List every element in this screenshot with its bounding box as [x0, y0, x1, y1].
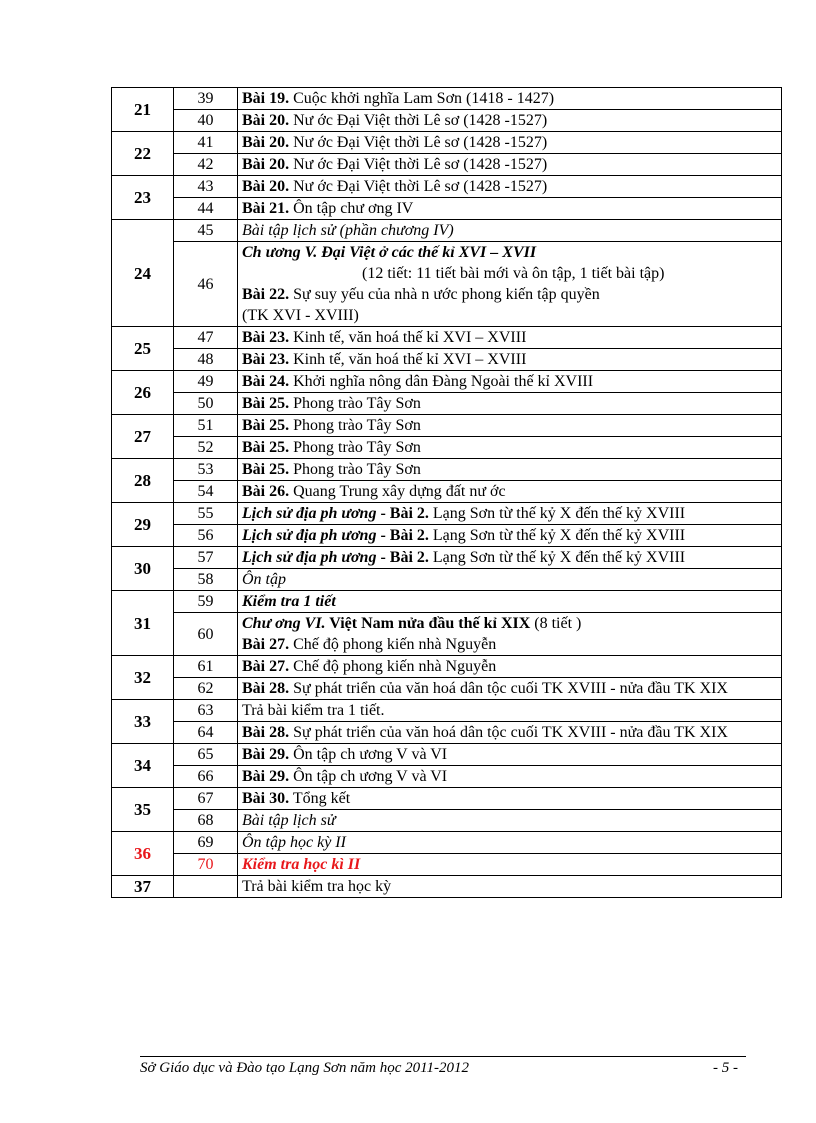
lesson-number: 56	[174, 525, 238, 547]
table-row	[112, 393, 782, 415]
lesson-content	[238, 198, 782, 220]
week-number: 30	[112, 547, 174, 591]
table-row	[112, 744, 782, 766]
lesson-number: 64	[174, 722, 238, 744]
table-row	[112, 220, 782, 242]
table-row	[112, 481, 782, 503]
table-row	[112, 547, 782, 569]
lesson-number: 66	[174, 766, 238, 788]
lesson-text: - Bài 2.	[376, 549, 429, 566]
lesson-number: 55	[174, 503, 238, 525]
lesson-number: 70	[174, 854, 238, 876]
lesson-text: Bài 26.	[242, 483, 290, 500]
lesson-text: Sự suy yếu của nhà n ước phong kiến tập quyền	[289, 286, 600, 303]
lesson-text: Cuộc khởi nghĩa Lam Sơn (1418 - 1427)	[289, 90, 555, 107]
lesson-content	[238, 547, 782, 569]
lesson-content	[238, 656, 782, 678]
week-number: 33	[112, 700, 174, 744]
lesson-number: 50	[174, 393, 238, 415]
week-number: 28	[112, 459, 174, 503]
lesson-text: Bài 20.	[242, 134, 290, 151]
lesson-content	[238, 176, 782, 198]
lesson-number: 48	[174, 349, 238, 371]
lesson-text: Việt Nam nửa đầu thế kỉ XIX	[325, 615, 531, 632]
table-row	[112, 176, 782, 198]
lesson-text: Bài 20.	[242, 112, 290, 129]
lesson-text: Lạng Sơn từ thế kỷ X đến thế kỷ XVIII	[428, 505, 686, 522]
week-number: 25	[112, 327, 174, 371]
table-row	[112, 613, 782, 656]
table-row	[112, 503, 782, 525]
table-row	[112, 722, 782, 744]
table-row	[112, 591, 782, 613]
table-row	[112, 415, 782, 437]
lesson-text: Chư ơng VI.	[242, 615, 326, 632]
lesson-number: 60	[174, 613, 238, 656]
lesson-text: Lạng Sơn từ thế kỷ X đến thế kỷ XVIII	[428, 527, 686, 544]
lesson-text: Kinh tế, văn hoá thế kỉ XVI – XVIII	[289, 351, 527, 368]
table-row	[112, 242, 782, 327]
lesson-content	[238, 415, 782, 437]
week-number: 26	[112, 371, 174, 415]
lesson-text: Quang Trung xây dựng đất nư ớc	[289, 483, 506, 500]
lesson-number: 51	[174, 415, 238, 437]
lesson-number: 42	[174, 154, 238, 176]
lesson-number: 45	[174, 220, 238, 242]
table-row	[112, 700, 782, 722]
lesson-text: Bài 25.	[242, 461, 290, 478]
lesson-text: Chế độ phong kiến nhà Nguyễn	[289, 658, 497, 675]
lesson-text: Sự phát triển của văn hoá dân tộc cuối TK XVIII - nửa đầu TK XIX	[289, 680, 728, 697]
week-number: 37	[112, 876, 174, 898]
lesson-number	[174, 876, 238, 898]
lesson-text: Tổng kết	[289, 790, 351, 807]
lesson-content	[238, 766, 782, 788]
week-number: 36	[112, 832, 174, 876]
lesson-content	[238, 481, 782, 503]
table-row	[112, 459, 782, 481]
lesson-content	[238, 788, 782, 810]
week-number: 23	[112, 176, 174, 220]
lesson-text: Bài tập lịch sử	[242, 812, 336, 829]
lesson-number: 67	[174, 788, 238, 810]
lesson-number: 65	[174, 744, 238, 766]
lesson-text: Chế độ phong kiến nhà Nguyễn	[289, 636, 497, 653]
week-number: 34	[112, 744, 174, 788]
table-row	[112, 832, 782, 854]
lesson-text: (8 tiết )	[530, 615, 582, 632]
lesson-text: Bài 20.	[242, 156, 290, 173]
lesson-content	[238, 154, 782, 176]
lesson-text: (TK XVI - XVIII)	[242, 307, 359, 324]
table-row	[112, 876, 782, 898]
lesson-number: 58	[174, 569, 238, 591]
lesson-text: Sự phát triển của văn hoá dân tộc cuối TK XVIII - nửa đầu TK XIX	[289, 724, 728, 741]
lesson-content	[238, 591, 782, 613]
lesson-text: Bài 27.	[242, 636, 290, 653]
lesson-content	[238, 371, 782, 393]
lesson-text: Bài 24.	[242, 373, 290, 390]
lesson-content	[238, 700, 782, 722]
lesson-number: 49	[174, 371, 238, 393]
lesson-content	[238, 810, 782, 832]
lesson-content	[238, 88, 782, 110]
week-number: 31	[112, 591, 174, 656]
lesson-number: 39	[174, 88, 238, 110]
lesson-content	[238, 459, 782, 481]
lesson-text: Nư ớc Đại Việt thời Lê sơ (1428 -1527)	[289, 178, 548, 195]
lesson-number: 52	[174, 437, 238, 459]
lesson-text: Nư ớc Đại Việt thời Lê sơ (1428 -1527)	[289, 156, 548, 173]
lesson-content	[238, 876, 782, 898]
lesson-text: Kiểm tra 1 tiết	[242, 593, 336, 610]
week-number: 22	[112, 132, 174, 176]
table-row	[112, 371, 782, 393]
table-row	[112, 678, 782, 700]
week-number: 21	[112, 88, 174, 132]
table-row	[112, 854, 782, 876]
lesson-text: Trả bài kiểm tra 1 tiết.	[242, 702, 385, 719]
week-number: 27	[112, 415, 174, 459]
lesson-text: Bài 19.	[242, 90, 290, 107]
lesson-number: 54	[174, 481, 238, 503]
table-row	[112, 810, 782, 832]
lesson-text: Lịch sử địa ph ương	[242, 549, 377, 566]
lesson-text: Phong trào Tây Sơn	[289, 461, 421, 478]
lesson-text: Bài 23.	[242, 329, 290, 346]
table-row	[112, 327, 782, 349]
lesson-content	[238, 110, 782, 132]
lesson-text: Nư ớc Đại Việt thời Lê sơ (1428 -1527)	[289, 134, 548, 151]
lesson-text: Phong trào Tây Sơn	[289, 395, 421, 412]
table-row	[112, 132, 782, 154]
lesson-number: 61	[174, 656, 238, 678]
lesson-text: Bài 23.	[242, 351, 290, 368]
lesson-text: Nư ớc Đại Việt thời Lê sơ (1428 -1527)	[289, 112, 548, 129]
lesson-text: Ôn tập ch ương V và VI	[289, 746, 448, 763]
table-row	[112, 110, 782, 132]
lesson-text: Ch ương V. Đại Việt ở các thế kỉ XVI – XVII	[242, 244, 537, 261]
lesson-number: 46	[174, 242, 238, 327]
lesson-number: 53	[174, 459, 238, 481]
lesson-number: 57	[174, 547, 238, 569]
lesson-text: - Bài 2.	[376, 527, 429, 544]
lesson-content	[238, 349, 782, 371]
lesson-content	[238, 503, 782, 525]
table-row	[112, 437, 782, 459]
footer-institution: Sở Giáo dục và Đào tạo Lạng Sơn năm học 2011-2012	[140, 1060, 470, 1076]
lesson-text: Ôn tập ch ương V và VI	[289, 768, 448, 785]
lesson-text: Bài 20.	[242, 178, 290, 195]
lesson-text: Khởi nghĩa nông dân Đàng Ngoài thế kỉ XVIII	[289, 373, 594, 390]
lesson-content	[238, 569, 782, 591]
lesson-text: Lạng Sơn từ thế kỷ X đến thế kỷ XVIII	[428, 549, 686, 566]
table-row	[112, 349, 782, 371]
lesson-text: Bài 27.	[242, 658, 290, 675]
week-number: 35	[112, 788, 174, 832]
lesson-text: Ôn tập	[242, 571, 286, 588]
lesson-content	[238, 525, 782, 547]
lesson-text: Bài 29.	[242, 746, 290, 763]
week-number: 32	[112, 656, 174, 700]
lesson-number: 63	[174, 700, 238, 722]
page-footer	[140, 1056, 746, 1077]
lesson-text: Lịch sử địa ph ương	[242, 505, 377, 522]
lesson-text: Bài 25.	[242, 395, 290, 412]
lesson-content	[238, 132, 782, 154]
lesson-number: 62	[174, 678, 238, 700]
lesson-number: 40	[174, 110, 238, 132]
lesson-text: Kinh tế, văn hoá thế kỉ XVI – XVIII	[289, 329, 527, 346]
lesson-content	[238, 393, 782, 415]
lesson-content	[238, 437, 782, 459]
lesson-number: 68	[174, 810, 238, 832]
table-row	[112, 88, 782, 110]
lesson-content	[238, 242, 782, 327]
lesson-text: Bài 25.	[242, 417, 290, 434]
lesson-text: Ôn tập học kỳ II	[242, 834, 346, 851]
lesson-text: Bài 29.	[242, 768, 290, 785]
schedule-sheet	[111, 87, 781, 898]
table-row	[112, 569, 782, 591]
lesson-content	[238, 744, 782, 766]
lesson-text: Ôn tập chư ơng IV	[289, 200, 414, 217]
lesson-number: 43	[174, 176, 238, 198]
lesson-text: - Bài 2.	[376, 505, 429, 522]
lesson-text: Phong trào Tây Sơn	[289, 417, 421, 434]
lesson-content	[238, 327, 782, 349]
lesson-text: Lịch sử địa ph ương	[242, 527, 377, 544]
page-number: - 5 -	[713, 1060, 738, 1076]
lesson-number: 41	[174, 132, 238, 154]
table-row	[112, 198, 782, 220]
table-row	[112, 656, 782, 678]
lesson-text: Bài 21.	[242, 200, 290, 217]
table-row	[112, 766, 782, 788]
lesson-text: Bài 28.	[242, 724, 290, 741]
lesson-text: Bài 30.	[242, 790, 290, 807]
lesson-number: 44	[174, 198, 238, 220]
lesson-content	[238, 722, 782, 744]
lesson-text: Bài tập lịch sử (phần chương IV)	[242, 222, 454, 239]
lesson-number: 47	[174, 327, 238, 349]
week-number: 29	[112, 503, 174, 547]
lesson-text: Bài 28.	[242, 680, 290, 697]
lesson-text: Trả bài kiểm tra học kỳ	[242, 878, 392, 895]
lesson-text: Bài 22.	[242, 286, 290, 303]
week-number: 24	[112, 220, 174, 327]
lesson-content	[238, 854, 782, 876]
table-row	[112, 525, 782, 547]
lesson-number: 69	[174, 832, 238, 854]
lesson-content	[238, 832, 782, 854]
lesson-content	[238, 613, 782, 656]
lesson-number: 59	[174, 591, 238, 613]
lesson-text: Bài 25.	[242, 439, 290, 456]
lesson-text: Phong trào Tây Sơn	[289, 439, 421, 456]
lesson-content	[238, 220, 782, 242]
table-row	[112, 154, 782, 176]
lesson-schedule-table	[111, 87, 782, 898]
table-row	[112, 788, 782, 810]
lesson-content	[238, 678, 782, 700]
lesson-text: Kiểm tra học kì II	[242, 856, 361, 873]
lesson-text: (12 tiết: 11 tiết bài mới và ôn tập, 1 tiết bài tập)	[362, 265, 665, 282]
